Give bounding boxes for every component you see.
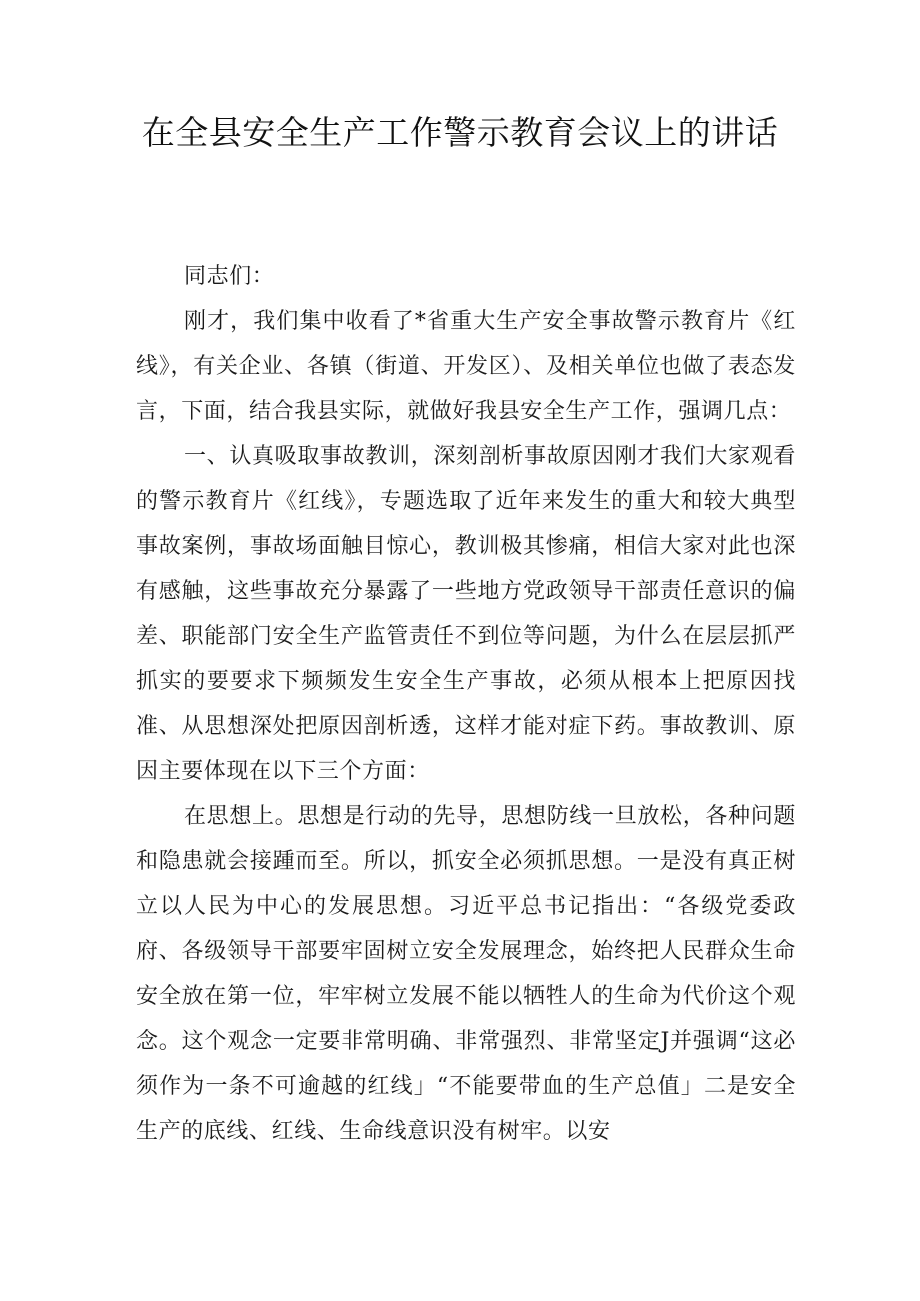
document-body <box>136 254 796 1154</box>
intro-paragraph: 刚才，我们集中收看了*省重大生产安全事故警示教育片《红线》，有关企业、各镇（街道、开发区）、及相关单位也做了表态发言，下面，结合我县实际，就做好我县安全生产工作，强调几点： <box>136 309 796 424</box>
section-one-paragraph: 一、认真吸取事故教训，深刻剖析事故原因刚才我们大家观看的警示教育片《红线》，专题选取了近年来发生的重大和较大典型事故案例，事故场面触目惊心，教训极其惨痛，相信大家对此也深有感触，这些事故充分暴露了一些地方党政领导干部责任意识的偏差、职能部门安全生产监管责任不到位等问题，为什么在层层抓严抓实的要要求下频频发生安全生产事故，必须从根本上把原因找准、从思想深处把原因剖析透，这样才能对症下药。事故教训、原因主要体现在以下三个方面： <box>136 444 796 784</box>
thought-paragraph: 在思想上。思想是行动的先导，思想防线一旦放松，各种问题和隐患就会接踵而至。所以，抓安全必须抓思想。一是没有真正树立以人民为中心的发展思想。习近平总书记指出：“各级党委政府、各级领导干部要牢固树立安全发展理念，始终把人民群众生命安全放在第一位，牢牢树立发展不能以牺牲人的生命为代价这个观念。这个观念一定要非常明确、非常强烈、非常坚定J并强调“这必须作为一条不可逾越的红线」“不能要带血的生产总值」二是安全生产的底线、红线、生命线意识没有树牢。以安 <box>136 804 796 1144</box>
document-title: 在全县安全生产工作警示教育会议上的讲话 <box>141 113 779 152</box>
salutation-paragraph: 同志们： <box>184 264 275 289</box>
